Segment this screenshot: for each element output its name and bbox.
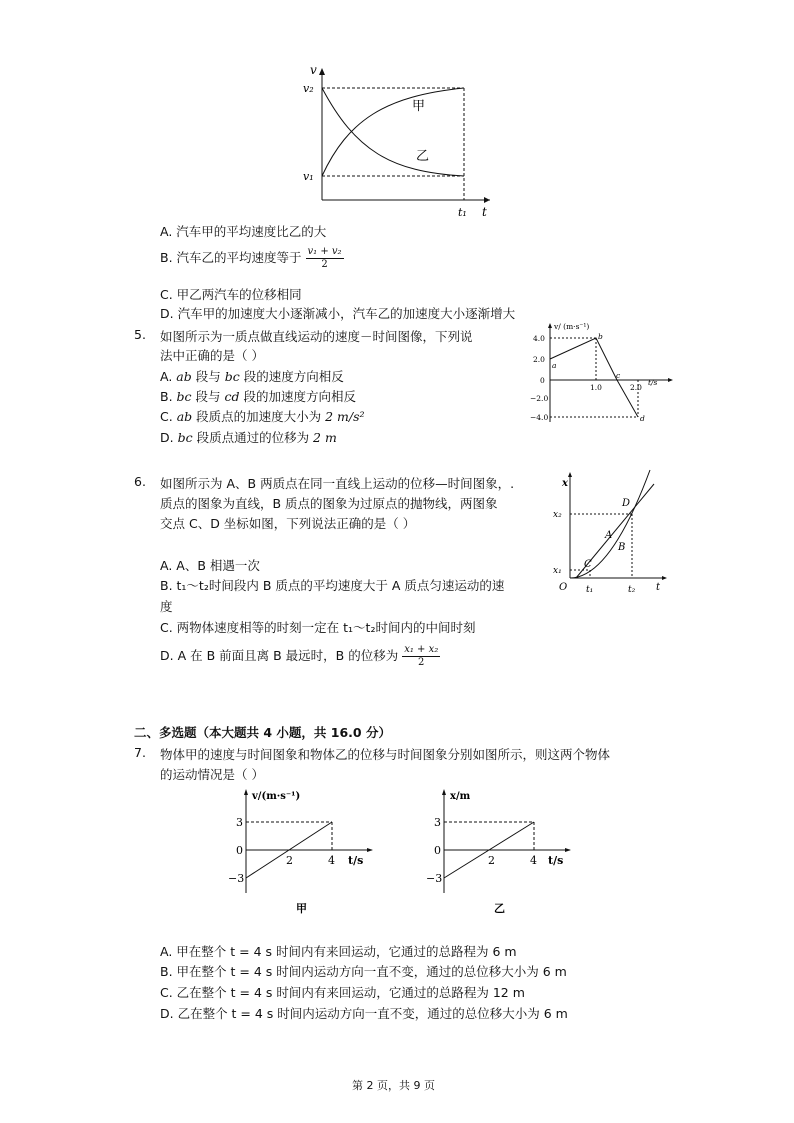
q7-option-a[interactable]: A. 甲在整个 t = 4 s 时间内有来回运动，它通过的总路程为 6 m <box>160 944 517 959</box>
q5-point-a: a <box>552 361 557 370</box>
q7-jia-tick-x4: 4 <box>328 854 335 867</box>
q6-xt-graph <box>550 466 675 598</box>
q5-stem-line1: 如图所示为一质点做直线运动的速度－时间图像，下列说 <box>160 329 473 344</box>
q7-number: 7. <box>134 745 146 760</box>
q6-d-fraction <box>402 644 440 669</box>
q7-graph-yi <box>420 785 580 920</box>
vt-graph-jia-yi <box>300 60 500 225</box>
q5-point-d: d <box>640 414 645 423</box>
parabola-B <box>570 470 650 578</box>
q4-option-d[interactable]: D. 汽车甲的加速度大小逐渐减小，汽车乙的加速度大小逐渐增大 <box>160 306 516 321</box>
q6-option-d[interactable] <box>160 644 440 669</box>
q7-yi-tick-x4: 4 <box>530 854 537 867</box>
q6-label-D: D <box>622 498 631 509</box>
axis-v-label: v <box>310 63 317 77</box>
q4-option-a[interactable]: A. 汽车甲的平均速度比乙的大 <box>160 224 327 239</box>
q7-yi-caption: 乙 <box>494 902 505 915</box>
t1-label: t₁ <box>458 206 467 219</box>
q7-jia-tick-3: 3 <box>236 816 243 829</box>
q4-option-c[interactable]: C. 甲乙两汽车的位移相同 <box>160 287 302 302</box>
q5-point-b: b <box>598 332 603 341</box>
q5-tick-neg4: −4.0 <box>530 413 549 422</box>
q6-x1-label: x₁ <box>553 566 562 576</box>
q6-option-c[interactable]: C. 两物体速度相等的时刻一定在 t₁～t₂时间内的中间时刻 <box>160 620 476 635</box>
q5-tick-0: 0 <box>540 376 545 385</box>
q4-b-numerator: v₁ + v₂ <box>307 246 342 257</box>
q7-graph-jia <box>222 785 382 920</box>
label-jia: 甲 <box>412 99 426 114</box>
q5-b-letter: B. <box>160 389 177 404</box>
q5-d-post: 段质点通过的位移为 <box>192 430 314 445</box>
q7-stem-line1: 物体甲的速度与时间图象和物体乙的位移与时间图象分别如图所示，则这两个物体 <box>160 747 611 762</box>
v2-label: v₂ <box>303 82 314 95</box>
q5-option-d[interactable] <box>160 428 337 446</box>
q6-label-A: A <box>605 530 613 541</box>
q6-d-text: D. A 在 B 前面且离 B 最远时，B 的位移为 <box>160 648 399 663</box>
v1-label: v₁ <box>303 170 314 183</box>
q5-tick-4: 4.0 <box>533 334 545 343</box>
q5-a-post: 段的速度方向相反 <box>239 369 344 384</box>
q6-origin: O <box>559 582 568 593</box>
q6-option-b-line1[interactable]: B. t₁～t₂时间段内 B 质点的平均速度大于 A 质点匀速运动的速 <box>160 578 505 593</box>
q6-t2-label: t₂ <box>628 585 636 595</box>
q6-axis-x: x <box>562 478 568 489</box>
q6-d-numerator: x₁ + x₂ <box>404 644 439 655</box>
q5-a-letter: A. <box>160 369 177 384</box>
q5-b-mid: 段与 <box>191 389 225 404</box>
curve-yi <box>322 88 464 176</box>
q5-a-mid: 段与 <box>191 369 225 384</box>
q4-b-text: B. 汽车乙的平均速度等于 <box>160 250 302 265</box>
q5-number: 5. <box>134 327 146 342</box>
q6-option-b-line2: 度 <box>160 599 173 614</box>
section-heading-multi-choice: 二、多选题（本大题共 4 小题，共 16.0 分） <box>134 725 391 740</box>
q5-tick-x2: 2.0 <box>630 383 642 392</box>
q5-b-seg2: cd <box>224 389 240 404</box>
q5-stem-line2: 法中正确的是（ ） <box>160 348 264 363</box>
q7-jia-xlabel: t/s <box>348 854 364 867</box>
q7-yi-tick-x2: 2 <box>488 854 495 867</box>
q5-c-value: 2 m/s² <box>325 409 365 424</box>
page-footer: 第 2 页，共 9 页 <box>352 1079 435 1092</box>
q5-option-c[interactable] <box>160 407 365 425</box>
q5-c-letter: C. <box>160 409 177 424</box>
q5-d-letter: D. <box>160 430 178 445</box>
curve-jia <box>322 88 464 176</box>
q5-tick-neg2: −2.0 <box>530 394 549 403</box>
q5-option-a[interactable] <box>160 367 344 385</box>
q6-number: 6. <box>134 474 146 489</box>
q6-stem-line2: 质点的图象为直线，B 质点的图象为过原点的抛物线，两图象 <box>160 496 498 511</box>
q6-axis-t: t <box>656 582 661 593</box>
q7-yi-tick-0: 0 <box>434 844 441 857</box>
q5-vt-line <box>550 338 638 417</box>
q5-d-seg: bc <box>177 430 193 445</box>
q6-stem-line3: 交点 C、D 坐标如图，下列说法正确的是（ ） <box>160 516 416 531</box>
q7-yi-tick-3: 3 <box>434 816 441 829</box>
q4-option-b[interactable] <box>160 246 344 271</box>
q7-option-b[interactable]: B. 甲在整个 t = 4 s 时间内运动方向一直不变，通过的总位移大小为 6 m <box>160 964 567 979</box>
q5-d-value: 2 m <box>313 430 337 445</box>
q5-vt-graph <box>530 318 680 426</box>
label-yi: 乙 <box>416 149 430 164</box>
q7-jia-tick-neg3: −3 <box>228 872 245 885</box>
q5-option-b[interactable] <box>160 387 356 405</box>
q6-stem-line1: 如图所示为 A、B 两质点在同一直线上运动的位移—时间图象，. <box>160 476 515 491</box>
q5-a-seg1: ab <box>176 369 192 384</box>
q5-c-seg: ab <box>176 409 193 424</box>
q7-jia-ylabel: v/(m·s⁻¹) <box>252 791 301 802</box>
q7-option-c[interactable]: C. 乙在整个 t = 4 s 时间内有来回运动，它通过的总路程为 12 m <box>160 985 525 1000</box>
q5-b-post: 段的加速度方向相反 <box>239 389 356 404</box>
q7-stem-line2: 的运动情况是（ ） <box>160 767 264 782</box>
q7-jia-caption: 甲 <box>296 902 307 915</box>
q6-option-a[interactable]: A. A、B 相遇一次 <box>160 558 260 573</box>
axis-t-label: t <box>482 205 487 219</box>
q7-yi-tick-neg3: −3 <box>426 872 443 885</box>
q5-tick-2: 2.0 <box>533 355 545 364</box>
q4-b-fraction <box>306 246 344 271</box>
q6-d-denominator: 2 <box>418 657 425 668</box>
q7-yi-ylabel: x/m <box>450 791 471 802</box>
q5-graph-xlabel: t/s <box>648 378 658 387</box>
q6-label-C: C <box>584 559 592 570</box>
q6-x2-label: x₂ <box>553 510 562 520</box>
q7-yi-xlabel: t/s <box>548 854 564 867</box>
q5-a-seg2: bc <box>224 369 240 384</box>
q5-tick-x1: 1.0 <box>590 383 602 392</box>
q6-label-B: B <box>618 542 626 553</box>
q5-b-seg1: bc <box>176 389 192 404</box>
q7-jia-tick-x2: 2 <box>286 854 293 867</box>
q5-c-post: 段质点的加速度大小为 <box>192 409 326 424</box>
q5-graph-ylabel: v/ (m·s⁻¹) <box>554 322 590 331</box>
q6-t1-label: t₁ <box>586 585 594 595</box>
q4-b-denominator: 2 <box>321 259 328 270</box>
q7-option-d[interactable]: D. 乙在整个 t = 4 s 时间内运动方向一直不变，通过的总位移大小为 6 m <box>160 1006 568 1021</box>
q5-point-c: c <box>616 371 621 380</box>
q7-jia-tick-0: 0 <box>236 844 243 857</box>
